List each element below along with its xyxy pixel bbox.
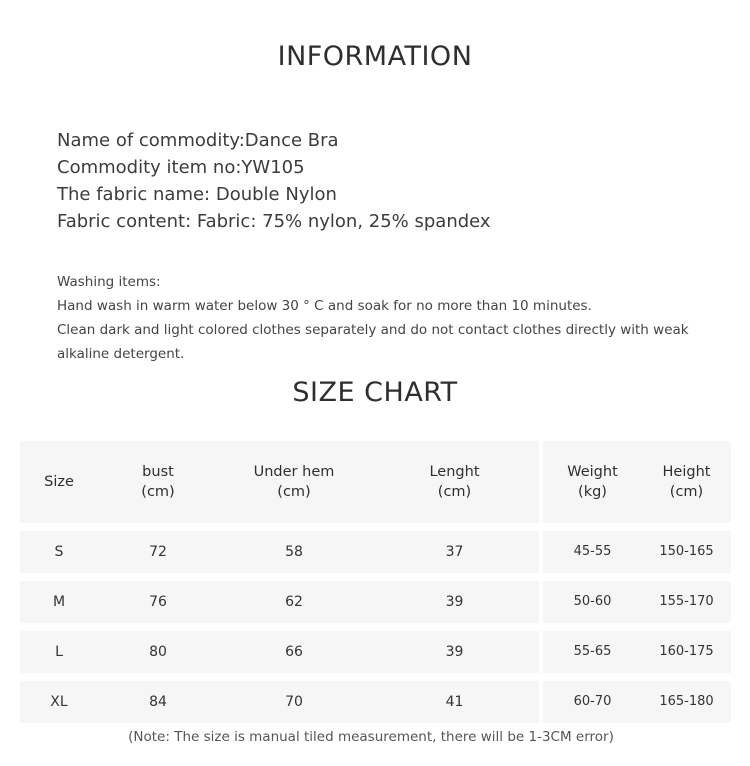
table-row bbox=[20, 681, 731, 723]
header-length-label: Lenght bbox=[429, 464, 480, 480]
cell-under-hem: 70 bbox=[285, 694, 303, 710]
cell-size: M bbox=[52, 594, 66, 610]
header-under-hem bbox=[218, 441, 370, 523]
commodity-name: Name of commodity:Dance Bra bbox=[57, 130, 339, 151]
cell-bust: 76 bbox=[149, 594, 167, 610]
table-row bbox=[20, 531, 731, 573]
washing-line: Clean dark and light colored clothes separately and do not contact clothes directly with weak bbox=[57, 322, 689, 338]
size-chart-table bbox=[20, 441, 731, 731]
cell-weight: 60-70 bbox=[573, 694, 612, 709]
cell-height: 160-175 bbox=[659, 644, 714, 659]
commodity-item-no: Commodity item no:YW105 bbox=[57, 157, 305, 178]
cell-size: XL bbox=[50, 694, 68, 710]
cell-length: 37 bbox=[445, 544, 464, 560]
header-bust-unit: (cm) bbox=[141, 484, 175, 500]
washing-instructions bbox=[57, 270, 717, 366]
header-length-unit: (cm) bbox=[437, 484, 472, 500]
cell-bust: 72 bbox=[149, 544, 167, 560]
cell-under-hem: 58 bbox=[285, 544, 303, 560]
cell-weight: 50-60 bbox=[573, 594, 612, 609]
table-row bbox=[20, 581, 731, 623]
cell-length: 39 bbox=[445, 644, 464, 660]
cell-under-hem: 66 bbox=[285, 644, 303, 660]
header-height bbox=[642, 441, 731, 523]
cell-height: 150-165 bbox=[659, 544, 714, 559]
size-note: (Note: The size is manual tiled measurement, there will be 1-3CM error) bbox=[128, 729, 614, 745]
cell-size: L bbox=[55, 644, 63, 660]
header-bust bbox=[98, 441, 218, 523]
header-size: Size bbox=[44, 474, 74, 490]
header-under-hem-unit: (cm) bbox=[277, 484, 311, 500]
table-header-row bbox=[20, 441, 731, 523]
header-under-hem-label: Under hem bbox=[253, 464, 335, 480]
cell-bust: 84 bbox=[149, 694, 167, 710]
header-bust-label: bust bbox=[142, 464, 174, 480]
washing-line: Hand wash in warm water below 30 ° C and soak for no more than 10 minutes. bbox=[57, 298, 592, 314]
commodity-info bbox=[57, 127, 491, 235]
header-weight-label: Weight bbox=[567, 464, 618, 480]
cell-length: 41 bbox=[445, 694, 464, 710]
fabric-name: The fabric name: Double Nylon bbox=[57, 184, 337, 205]
information-title: INFORMATION bbox=[277, 41, 473, 72]
washing-line: alkaline detergent. bbox=[57, 346, 185, 362]
cell-size: S bbox=[54, 544, 64, 560]
header-weight bbox=[543, 441, 642, 523]
cell-height: 165-180 bbox=[659, 694, 714, 709]
cell-weight: 45-55 bbox=[573, 544, 612, 559]
cell-under-hem: 62 bbox=[285, 594, 303, 610]
cell-height: 155-170 bbox=[659, 594, 714, 609]
cell-length: 39 bbox=[445, 594, 464, 610]
cell-bust: 80 bbox=[149, 644, 167, 660]
cell-weight: 55-65 bbox=[573, 644, 612, 659]
header-height-unit: (cm) bbox=[669, 484, 704, 500]
header-length bbox=[370, 441, 539, 523]
size-chart-title: SIZE CHART bbox=[292, 377, 458, 408]
header-weight-unit: (kg) bbox=[578, 484, 607, 500]
header-height-label: Height bbox=[662, 464, 711, 480]
washing-heading: Washing items: bbox=[57, 274, 161, 290]
table-row bbox=[20, 631, 731, 673]
fabric-content: Fabric content: Fabric: 75% nylon, 25% spandex bbox=[57, 211, 491, 232]
